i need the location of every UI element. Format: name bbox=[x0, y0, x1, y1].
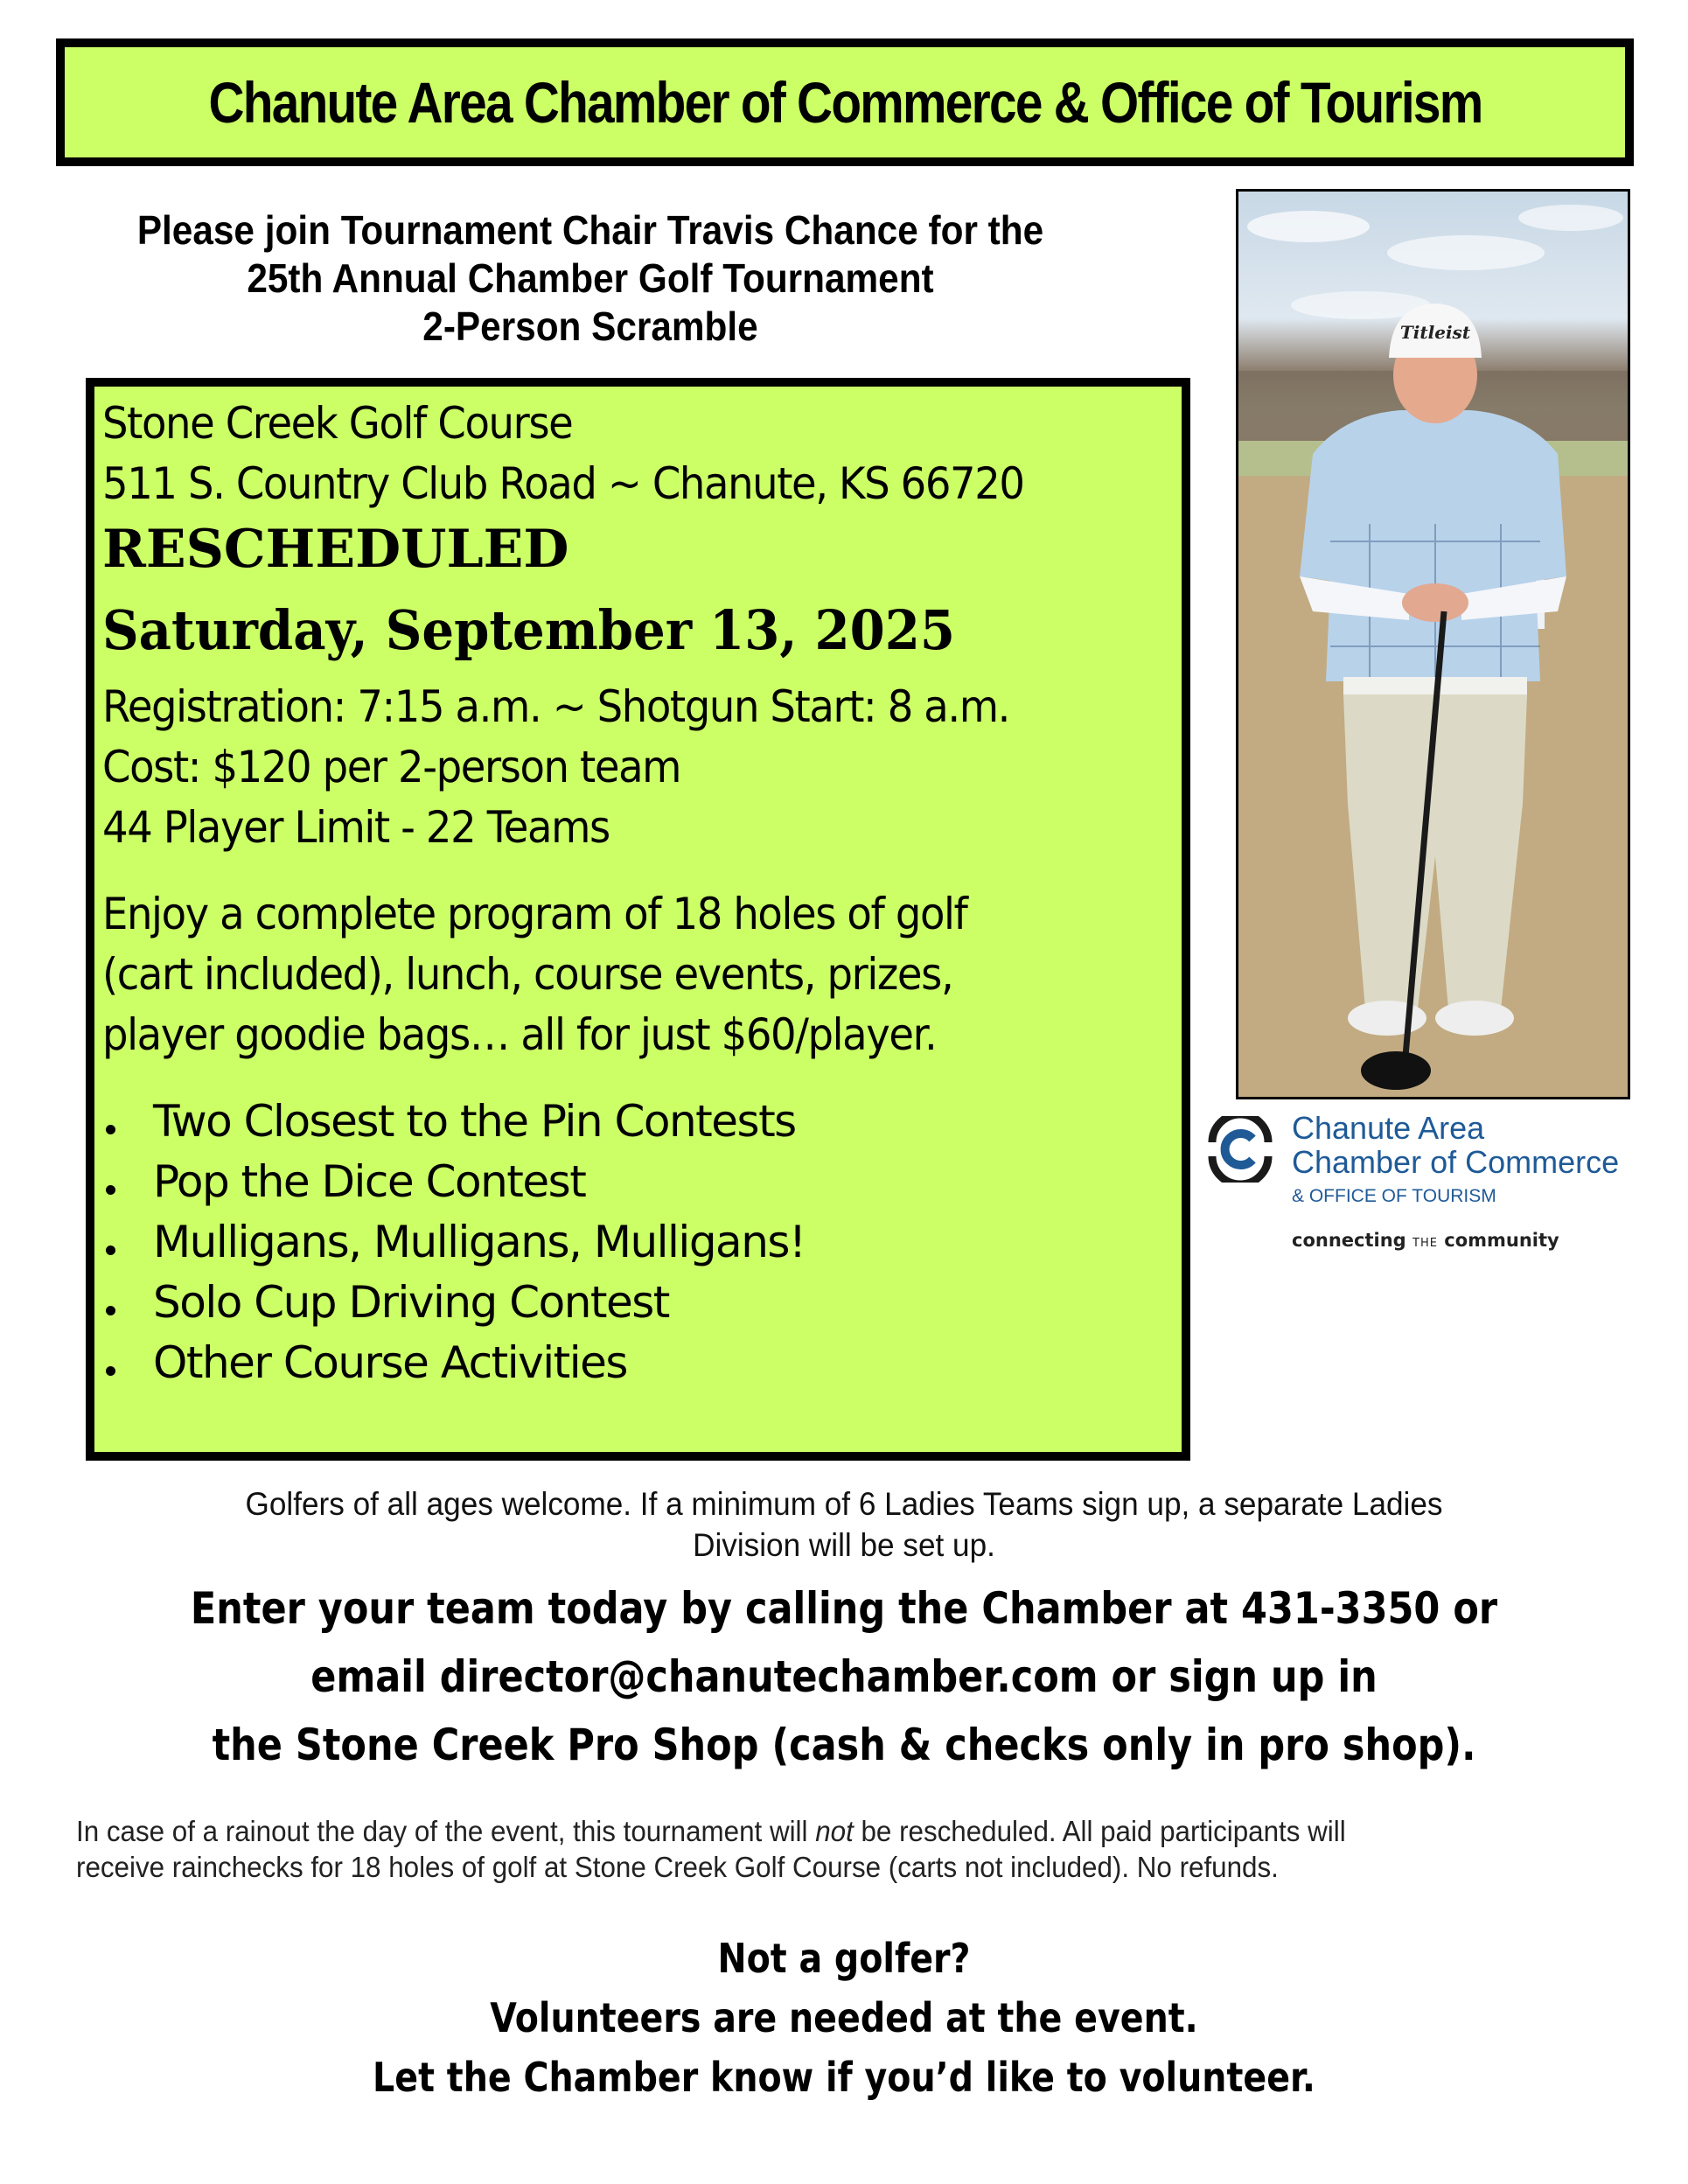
list-item: Mulligans, Mulligans, Mulligans! bbox=[102, 1212, 1182, 1273]
volunteer-line: Let the Chamber know if you’d like to volunteer. bbox=[373, 2054, 1315, 2101]
signup-line: Enter your team today by calling the Chamber at 431-3350 or bbox=[190, 1583, 1498, 1634]
chamber-c-logo-icon bbox=[1207, 1116, 1273, 1183]
event-schedule: Registration: 7:15 a.m. ~ Shotgun Start: 8 a.m. bbox=[102, 681, 1010, 732]
intro-line: 25th Annual Chamber Golf Tournament bbox=[247, 255, 934, 301]
logo-line-1: Chanute Area bbox=[1292, 1110, 1485, 1146]
status-badge: RESCHEDULED bbox=[102, 519, 569, 580]
logo-line-3: & OFFICE OF TOURISM bbox=[1292, 1186, 1496, 1206]
header-banner bbox=[56, 38, 1634, 166]
logo-tagline: connecting THE community bbox=[1292, 1230, 1559, 1251]
signup-line: the Stone Creek Pro Shop (cash & checks only in pro shop). bbox=[212, 1720, 1476, 1770]
chair-photo bbox=[1236, 189, 1630, 1099]
event-cost: Cost: $120 per 2-person team bbox=[102, 742, 681, 792]
golfer-illustration bbox=[1238, 192, 1628, 1097]
bullet-icon bbox=[106, 1246, 115, 1255]
venue-address: 511 S. Country Club Road ~ Chanute, KS 66720 bbox=[102, 458, 1024, 509]
intro-line: Please join Tournament Chair Travis Chance for the bbox=[136, 207, 1044, 253]
svg-text:Titleist: Titleist bbox=[1399, 322, 1471, 343]
description-line: player goodie bags… all for just $60/player. bbox=[102, 1009, 937, 1060]
list-item: Pop the Dice Contest bbox=[102, 1152, 1182, 1212]
signup-line: email director@chanutechamber.com or sign up in bbox=[310, 1651, 1378, 1702]
logo-line-2: Chamber of Commerce bbox=[1292, 1144, 1620, 1180]
event-date: Saturday, September 13, 2025 bbox=[102, 598, 956, 662]
venue-name: Stone Creek Golf Course bbox=[102, 398, 573, 449]
signup-instructions bbox=[52, 1574, 1636, 1779]
bullet-icon bbox=[106, 1185, 115, 1195]
volunteer-line: Volunteers are needed at the event. bbox=[490, 1994, 1198, 2041]
list-item: Other Course Activities bbox=[102, 1333, 1182, 1393]
list-item: Two Closest to the Pin Contests bbox=[102, 1092, 1182, 1152]
rainout-policy bbox=[76, 1813, 1650, 1885]
player-limit: 44 Player Limit - 22 Teams bbox=[102, 802, 610, 853]
bullet-icon bbox=[106, 1125, 115, 1134]
intro-text bbox=[52, 206, 1128, 351]
description-line: Enjoy a complete program of 18 holes of golf bbox=[102, 889, 967, 939]
intro-line: 2-Person Scramble bbox=[422, 304, 758, 349]
event-details-box bbox=[86, 378, 1190, 1461]
chamber-logo bbox=[1205, 1111, 1660, 1268]
description-line: (cart included), lunch, course events, prizes, bbox=[102, 949, 953, 1000]
organization-title: Chanute Area Chamber of Commerce & Office of Tourism bbox=[208, 70, 1482, 135]
ladies-division-note: Golfers of all ages welcome. If a minimum of 6 Ladies Teams sign up, a separate Ladies Division will be set up. bbox=[245, 1486, 1443, 1563]
list-item: Solo Cup Driving Contest bbox=[102, 1273, 1182, 1333]
rainout-line-1: In case of a rainout the day of the event, this tournament will not be rescheduled. All paid participants will bbox=[76, 1815, 1346, 1847]
rainout-line-2: receive rainchecks for 18 holes of golf at Stone Creek Golf Course (carts not included). No refunds. bbox=[76, 1851, 1279, 1883]
volunteer-line: Not a golfer? bbox=[717, 1935, 971, 1982]
bullet-icon bbox=[106, 1366, 115, 1376]
volunteer-callout bbox=[52, 1929, 1636, 2107]
activities-list bbox=[102, 1092, 1182, 1393]
bullet-icon bbox=[106, 1306, 115, 1315]
